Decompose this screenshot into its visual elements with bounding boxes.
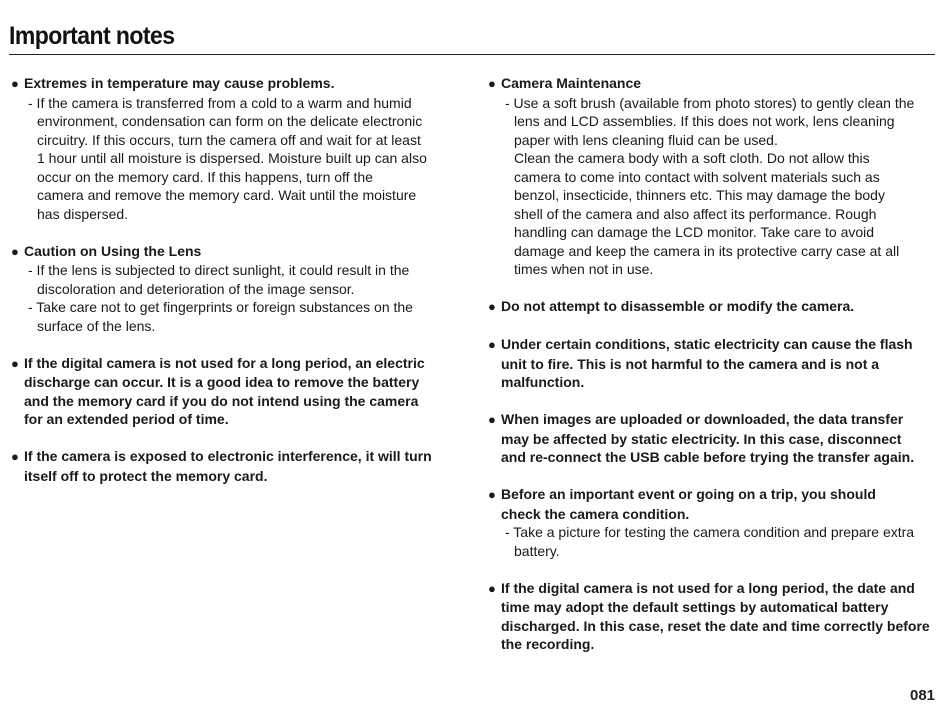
dash-item-continuation: occur on the memory card. If this happens, turn off the [37, 168, 373, 185]
note-section [11, 447, 461, 485]
section-heading [11, 242, 461, 262]
note-section [488, 74, 940, 279]
dash-item-continuation: camera to come into contact with solvent materials such as [514, 168, 880, 185]
dash-item: - If the camera is transferred from a cold to a warm and humid [28, 94, 412, 111]
dash-item: - Use a soft brush (available from photo stores) to gently clean the [505, 94, 915, 111]
bold-note-line [11, 447, 461, 467]
bold-note-line [488, 448, 940, 467]
bullet-icon: ● [488, 487, 496, 502]
bold-note-line [488, 335, 940, 355]
dash-item-continuation: circuitry. If this occurs, turn the camera off and wait for at least [37, 131, 421, 148]
note-text: and re-connect the USB cable before trying the transfer again. [501, 449, 915, 465]
note-text: If the camera is exposed to electronic interference, it will turn [24, 448, 432, 464]
bold-note-line [11, 373, 461, 392]
note-section [488, 410, 940, 467]
page-number: 081 [910, 687, 936, 704]
dash-item-continuation: 1 hour until all moisture is dispersed. Moisture built up can also [37, 150, 427, 166]
bullet-icon: ● [11, 243, 19, 259]
bold-note-line [488, 430, 940, 449]
dash-item: - Take care not to get fingerprints or foreign substances on the [28, 299, 413, 315]
bold-note-line [488, 485, 940, 505]
bold-note-line [488, 410, 940, 430]
bullet-icon: ● [11, 449, 19, 464]
note-text: for an extended period of time. [24, 411, 229, 427]
dash-item: - If the lens is subjected to direct sunlight, it could result in the [28, 262, 410, 278]
bold-note-line [11, 467, 461, 486]
note-text: the recording. [501, 636, 595, 652]
bold-note-line [488, 355, 940, 374]
note-text: Under certain conditions, static electricity can cause the flash [501, 336, 913, 352]
note-text: time may adopt the default settings by automatical battery [501, 599, 889, 615]
bold-note-line [488, 579, 940, 599]
section-heading-text: Extremes in temperature may cause problems. [24, 75, 335, 91]
note-text: discharged. In this case, reset the date and time correctly before [501, 617, 930, 634]
note-section [488, 485, 940, 560]
bullet-icon: ● [488, 299, 496, 314]
left-column [11, 74, 461, 504]
bold-note-line [488, 373, 940, 392]
bullet-icon: ● [11, 76, 19, 91]
bold-note-line [11, 354, 461, 374]
note-section [11, 242, 461, 336]
note-section [11, 74, 461, 223]
note-text: malfunction. [501, 374, 585, 390]
section-heading [11, 74, 461, 94]
dash-item-continuation: times when not in use. [514, 261, 654, 277]
note-text: check the camera condition. [501, 505, 690, 522]
note-section [488, 297, 940, 317]
dash-item-continuation: battery. [514, 542, 560, 559]
note-text: unit to fire. This is not harmful to the camera and is not a [501, 355, 880, 372]
note-text: When images are uploaded or downloaded, the data transfer [501, 411, 904, 427]
dash-item-continuation: camera and remove the memory card. Wait until the moisture [37, 187, 417, 203]
note-text: discharge can occur. It is a good idea to remove the battery [24, 374, 420, 390]
note-section [488, 579, 940, 654]
note-text: itself off to protect the memory card. [24, 467, 268, 484]
dash-item-continuation: handling can damage the LCD monitor. Take care to avoid [514, 224, 875, 240]
dash-item-continuation: lens and LCD assemblies. If this does not work, lens cleaning [514, 113, 895, 129]
section-heading-text: Caution on Using the Lens [24, 242, 202, 259]
title-divider [9, 54, 935, 55]
note-section [11, 354, 461, 429]
section-heading-text: Camera Maintenance [501, 75, 642, 91]
dash-item-continuation: has dispersed. [37, 205, 129, 222]
bullet-icon: ● [488, 337, 496, 352]
bold-note-line [488, 505, 940, 524]
page-title: Important notes [9, 22, 175, 50]
note-text: Before an important event or going on a trip, you should [501, 486, 876, 502]
bullet-icon: ● [488, 412, 496, 427]
bullet-icon: ● [488, 580, 496, 596]
dash-item-continuation: benzol, insecticide, thinners etc. This may damage the body [514, 187, 885, 203]
note-text: may be affected by static electricity. In this case, disconnect [501, 430, 902, 447]
note-text: and the memory card if you do not intend using the camera [24, 392, 419, 409]
dash-item-continuation: shell of the camera and also affect its performance. Rough [514, 205, 877, 222]
dash-item-continuation: damage and keep the camera in its protective carry case at all [514, 242, 900, 259]
dash-item-continuation: Clean the camera body with a soft cloth. Do not allow this [514, 150, 870, 166]
bullet-icon: ● [11, 355, 19, 371]
dash-item-continuation: environment, condensation can form on the delicate electronic [37, 113, 423, 129]
bold-note-line [11, 392, 461, 411]
bold-note-line [11, 410, 461, 429]
dash-item-continuation: surface of the lens. [37, 317, 156, 334]
bold-note-line [488, 598, 940, 617]
note-text: Do not attempt to disassemble or modify the camera. [501, 298, 855, 314]
bullet-icon: ● [488, 76, 496, 91]
bold-note-line [488, 635, 940, 654]
note-text: If the digital camera is not used for a long period, the date and [501, 579, 915, 596]
bold-note-line [488, 617, 940, 636]
note-text: If the digital camera is not used for a long period, an electric [24, 354, 425, 371]
dash-item: - Take a picture for testing the camera condition and prepare extra [505, 524, 915, 540]
dash-item-continuation: paper with lens cleaning fluid can be used. [514, 131, 778, 148]
right-column [488, 74, 940, 672]
bold-note-line [488, 297, 940, 317]
note-section [488, 335, 940, 392]
section-heading [488, 74, 940, 94]
dash-item-continuation: discoloration and deterioration of the image sensor. [37, 280, 355, 297]
